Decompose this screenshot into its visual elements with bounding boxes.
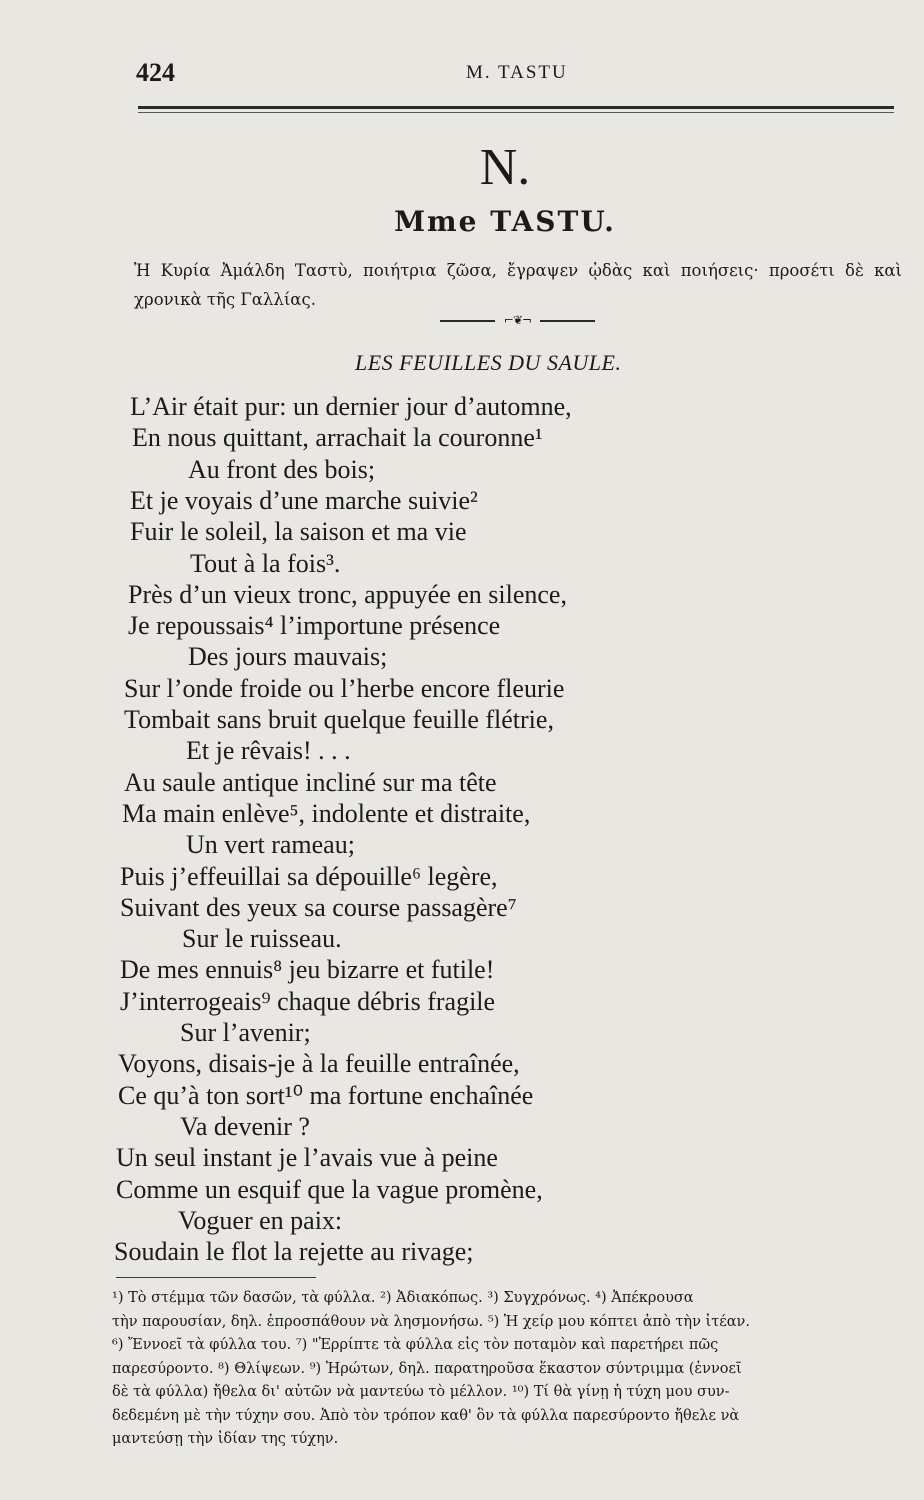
poem-line: Sur l’onde froide ou l’herbe encore fleurie [124, 673, 565, 703]
poem-line: Va devenir ? [180, 1111, 310, 1141]
poem-line: Un vert rameau; [186, 830, 355, 860]
section-letter: N. [479, 139, 531, 196]
footnote-rule [116, 1277, 316, 1278]
poem-line: En nous quittant, arrachait la couronne¹ [132, 423, 543, 453]
poem-line: Soudain le flot la rejette au rivage; [114, 1237, 474, 1267]
ornament-icon: ⌐❦¬ [495, 313, 540, 327]
running-title: M. TASTU [466, 62, 568, 83]
author-heading: Mme TASTU. [394, 205, 616, 238]
intro-paragraph: Ἡ Κυρία Ἀμάλδη Ταστὺ, ποιήτρια ζῶσα, ἔγραψεν ᾠδὰς καὶ ποιήσεις· προσέτι δὲ καὶ χρονικὰ τῆς Γαλλίας. [134, 261, 902, 309]
poem-line: Tombait sans bruit quelque feuille flétrie, [124, 705, 554, 734]
poem-line: Fuir le soleil, la saison et ma vie [130, 517, 467, 547]
poem-line: Au front des bois; [188, 454, 376, 484]
poem-line: Et je voyais d’une marche suivie² [130, 485, 478, 515]
footnote-line: ¹) Τὸ στέμμα τῶν δασῶν, τὰ φύλλα. ²) Ἀδιακόπως. ³) Συγχρόνως. ⁴) Ἀπέκρουσα [112, 1290, 694, 1306]
poem-line: Je repoussais⁴ l’importune présence [128, 611, 501, 641]
poem-line: J’interrogeais⁹ chaque débris fragile [120, 986, 496, 1016]
poem-line: Voyons, disais-je à la feuille entraînée, [118, 1049, 520, 1079]
poem-line: Puis j’effeuillai sa dépouille⁶ legère, [120, 861, 498, 891]
poem-line: Au saule antique incliné sur ma tête [124, 767, 497, 797]
poem-line: Suivant des yeux sa course passagère⁷ [120, 892, 517, 922]
poem-title: LES FEUILLES DU SAULE. [355, 350, 622, 375]
poem-line: Ce qu’à ton sort¹⁰ ma fortune enchaînée [118, 1080, 534, 1110]
footnotes [112, 1287, 890, 1452]
footnote-line: μαντεύσῃ τὴν ἰδίαν της τύχην. [112, 1431, 339, 1447]
poem-line: Sur l’avenir; [180, 1018, 311, 1047]
footnote-line: ⁶) Ἔννοεῖ τὰ φύλλα του. ⁷) "Ἐρρίπτε τὰ φύλλα εἰς τὸν ποταμὸν καὶ παρετήρει πῶς [112, 1337, 719, 1353]
poem-line: Des jours mauvais; [188, 642, 388, 672]
poem-line: De mes ennuis⁸ jeu bizarre et futile! [120, 955, 495, 985]
poem-line: Et je rêvais! . . . [186, 736, 351, 766]
poem-line: Un seul instant je l’avais vue à peine [116, 1143, 498, 1173]
poem-line: Ma main enlève⁵, indolente et distraite, [122, 798, 531, 828]
poem-line: Près d’un vieux tronc, appuyée en silence, [128, 579, 567, 609]
footnote-line: δεδεμένη μὲ τὴν τύχην σου. Ἀπὸ τὸν τρόπον καθ' ὃν τὰ φύλλα παρεσύροντο ἤθελε νὰ [112, 1407, 740, 1424]
poem-line: Voguer en paix: [178, 1205, 343, 1235]
poem-line: Tout à la fois³. [190, 548, 341, 578]
footnote-line: τὴν παρουσίαν, δηλ. ἐπροσπάθουν νὰ λησμονήσω. ⁵) Ἡ χείρ μου κόπτει ἀπὸ τὴν ἰτέαν. [112, 1313, 750, 1330]
footnote-line: δὲ τὰ φύλλα) ἤθελα δι' αὐτῶν νὰ μαντεύω τὸ μέλλον. ¹⁰) Τί θὰ γίνῃ ἡ τύχη μου συν- [112, 1384, 730, 1400]
page-number: 424 [136, 58, 175, 87]
poem-line: Comme un esquif que la vague promène, [116, 1174, 543, 1204]
header-rule-thin [138, 112, 894, 113]
poem-line: Sur le ruisseau. [182, 924, 342, 954]
poem-line: L’Air était pur: un dernier jour d’automne, [130, 392, 572, 421]
footnote-line: παρεσύροντο. ⁸) Θλίψεων. ⁹) Ἠρώτων, δηλ. παρατηροῦσα ἕκαστον σύντριμμα (ἐννοεῖ [112, 1360, 742, 1377]
header-rule [138, 106, 894, 109]
